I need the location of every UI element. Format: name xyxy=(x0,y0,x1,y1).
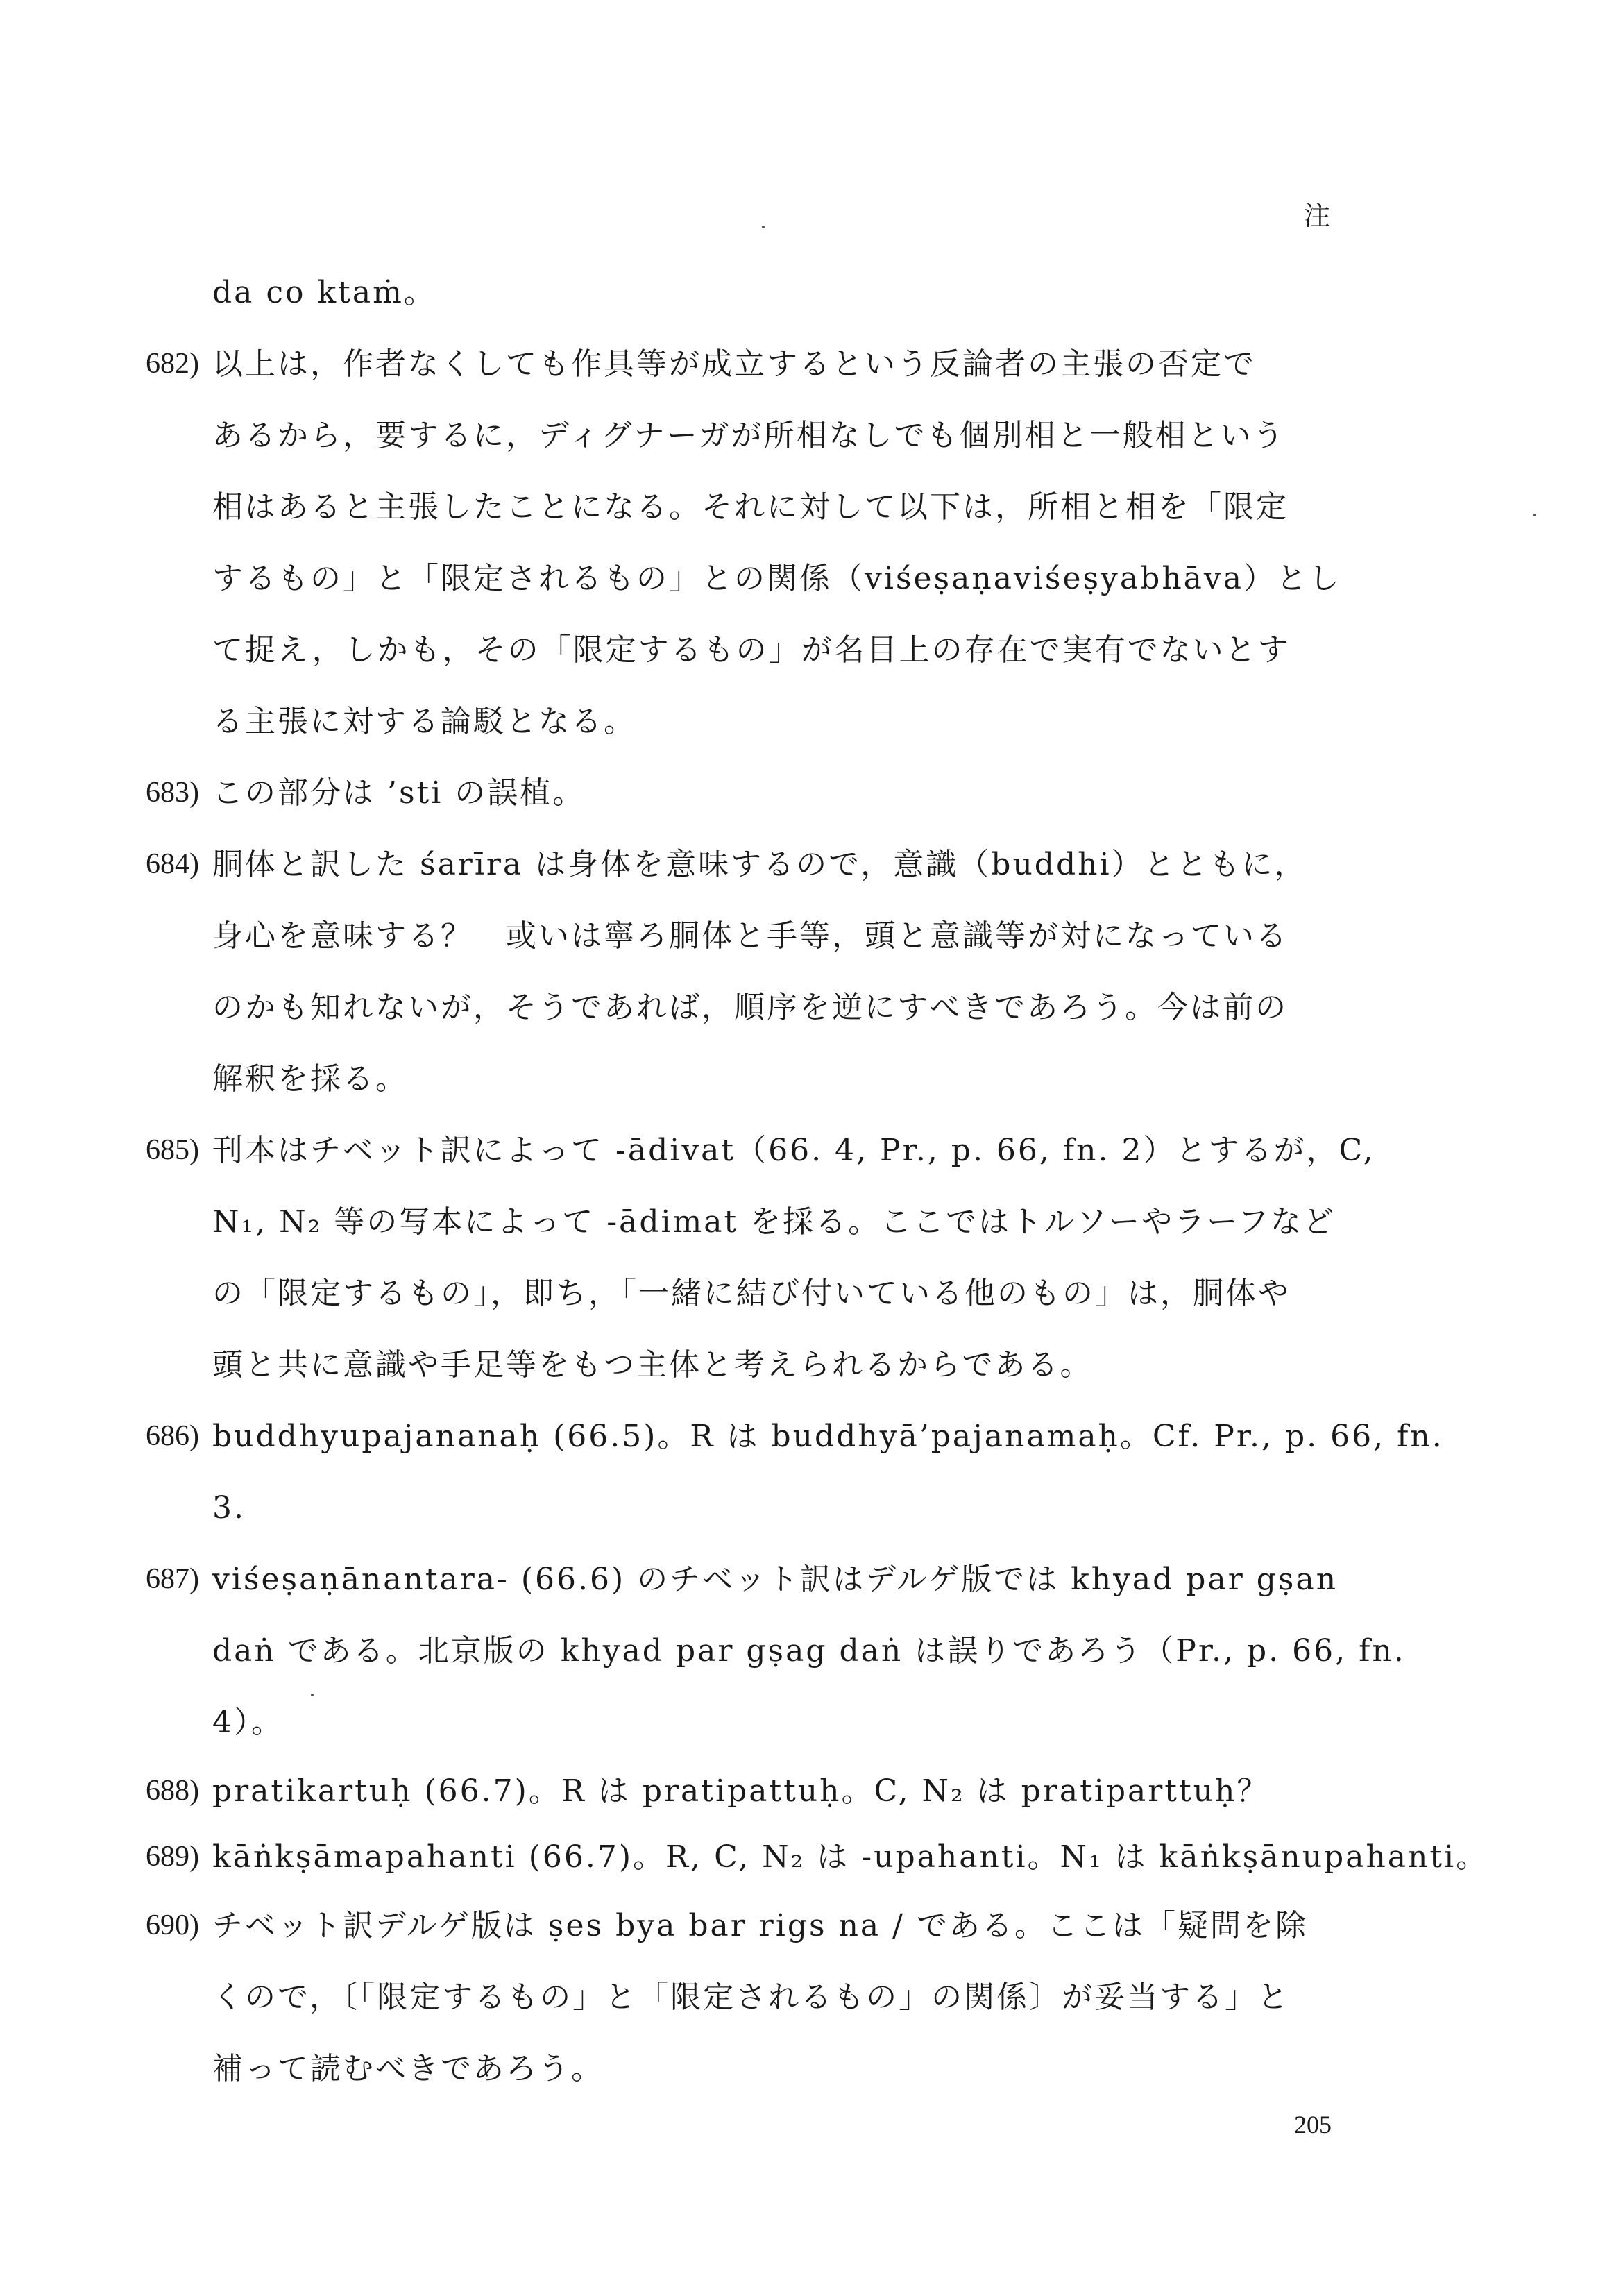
note-number: 684) xyxy=(146,848,199,880)
note-line: 補って読むべきであろう。 xyxy=(212,2051,604,2086)
note-line: するもの」と「限定されるもの」との関係（viśeṣaṇaviśeṣyabhāva）とし xyxy=(212,561,1341,596)
note-line: チベット訳デルゲ版は ṣes bya bar rigs na / である。ここは「疑問を除 xyxy=(212,1908,1308,1943)
note-682 xyxy=(146,328,1360,757)
note-line: 頭と共に意識や手足等をもつ主体と考えられるからである。 xyxy=(212,1347,1093,1383)
note-number: 688) xyxy=(146,1775,199,1807)
note-line: 相はあると主張したことになる。それに対して以下は，所相と相を「限定 xyxy=(212,489,1289,525)
note-line: viśeṣaṇānantara- (66.6) のチベット訳はデルゲ版では khyad par gṣan xyxy=(212,1562,1339,1597)
note-line: この部分は ’sti の誤植。 xyxy=(212,775,586,811)
note-line: N₁, N₂ 等の写本によって -ādimat を採る。ここではトルソーやラーフなど xyxy=(212,1204,1336,1240)
note-line: て捉え，しかも，その「限定するもの」が名目上の存在で実有でないとす xyxy=(212,632,1291,668)
note-number: 683) xyxy=(146,777,199,809)
note-line: 刊本はチベット訳によって -ādivat（66. 4, Pr., p. 66, fn. 2）とするが，C, xyxy=(212,1133,1375,1168)
note-number: 689) xyxy=(146,1841,199,1873)
note-line: 身心を意味する？ 或いは寧ろ胴体と手等，頭と意識等が対になっている xyxy=(212,918,1289,954)
note-line: kāṅkṣāmapahanti (66.7)。R, C, N₂ は -upahanti。N₁ は kāṅkṣānupahanti。 xyxy=(212,1839,1489,1875)
note-line: る主張に対する論駁となる。 xyxy=(212,704,636,739)
note-690 xyxy=(146,1890,1360,2104)
note-684 xyxy=(146,829,1360,1115)
note-line: の「限定するもの」，即ち，「一緒に結び付いている他のもの」は，胴体や xyxy=(212,1276,1291,1311)
note-686 xyxy=(146,1401,1444,1544)
note-line: くので，〔「限定するもの」と「限定されるもの」の関係〕が妥当する」と xyxy=(212,1980,1291,2015)
note-685 xyxy=(146,1115,1375,1401)
note-number: 686) xyxy=(146,1420,199,1452)
scan-speck xyxy=(762,226,765,228)
note-continuation xyxy=(146,257,1360,328)
note-683 xyxy=(146,757,1360,829)
note-line: 解釈を採る。 xyxy=(212,1061,408,1097)
note-number: 685) xyxy=(146,1134,199,1166)
note-number: 687) xyxy=(146,1563,199,1595)
note-number: 682) xyxy=(146,348,199,380)
notes-list xyxy=(146,257,1489,2104)
scan-speck xyxy=(1533,514,1536,516)
page-number: 205 xyxy=(1294,2111,1332,2138)
note-line: 3. xyxy=(212,1490,246,1526)
note-line: 以上は，作者なくしても作具等が成立するという反論者の主張の否定で xyxy=(212,346,1256,382)
note-line: daṅ である。北京版の khyad par gṣag daṅ は誤りであろう（Pr., p. 66, fn. xyxy=(212,1633,1406,1669)
note-688 xyxy=(146,1758,1360,1824)
note-line: 4）。 xyxy=(212,1705,284,1740)
note-689 xyxy=(146,1824,1489,1890)
note-line: のかも知れないが，そうであれば，順序を逆にすべきであろう。今は前の xyxy=(212,990,1289,1025)
note-line: あるから，要するに，ディグナーガが所相なしでも個別相と一般相という xyxy=(212,418,1286,453)
note-line: 胴体と訳した śarīra は身体を意味するので，意識（buddhi）とともに， xyxy=(212,847,1307,882)
note-line: da co ktaṁ。 xyxy=(212,275,436,310)
note-687 xyxy=(146,1544,1406,1758)
running-head: 注 xyxy=(1303,201,1332,231)
note-line: buddhyupajananaḥ (66.5)。R は buddhyā’pajanamaḥ。Cf. Pr., p. 66, fn. xyxy=(212,1419,1444,1454)
scan-speck xyxy=(311,1694,314,1696)
note-line: pratikartuḥ (66.7)。R は pratipattuḥ。C, N₂ は pratiparttuḥ？ xyxy=(212,1773,1270,1809)
note-number: 690) xyxy=(146,1909,199,1941)
